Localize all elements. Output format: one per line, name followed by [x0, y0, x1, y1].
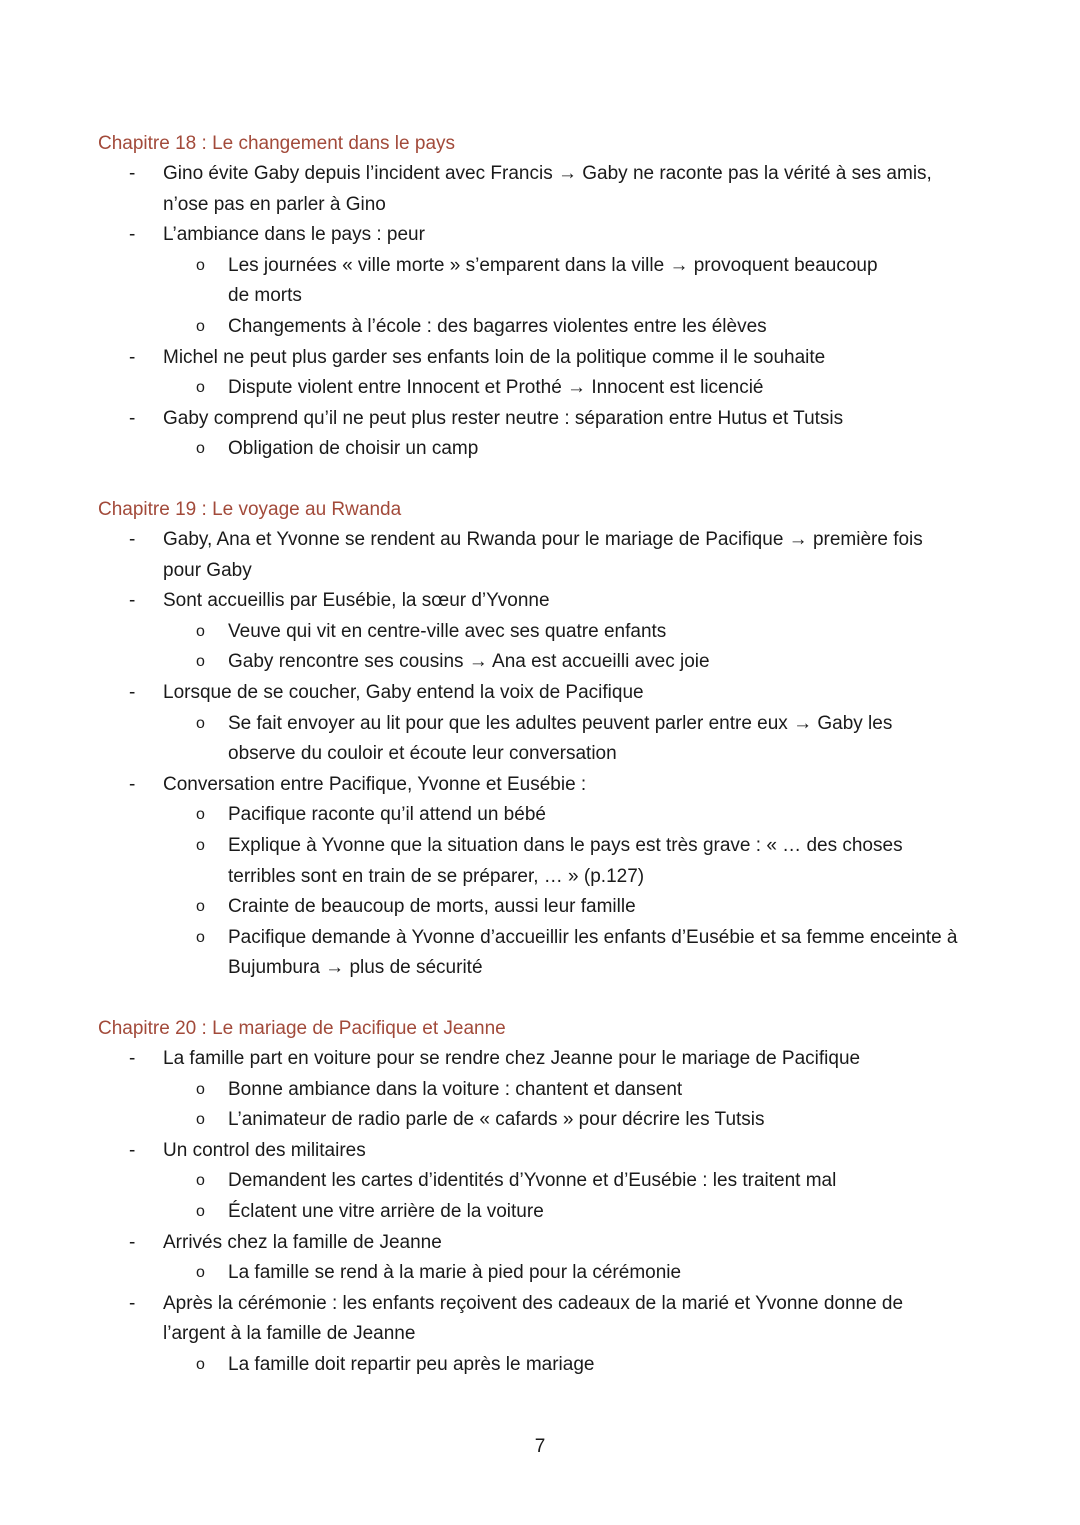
chapter-bullet-list: [98, 1044, 998, 1381]
circle-bullet-icon: o: [196, 1355, 205, 1373]
sub-bullet-text: La famille se rend à la marie à pied pour la cérémonie: [228, 1262, 682, 1284]
dash-bullet: -: [129, 773, 136, 795]
bullet-item: [98, 586, 998, 678]
sub-bullet-list: [163, 434, 998, 465]
circle-bullet-icon: o: [196, 379, 205, 397]
bullet-item: [98, 1044, 998, 1136]
bullet-item: [98, 1136, 998, 1228]
bullet-item: [98, 678, 998, 770]
sub-bullet-text: Crainte de beaucoup de morts, aussi leur famille: [228, 896, 636, 918]
bullet-item: [98, 1228, 998, 1289]
circle-bullet-icon: o: [196, 806, 205, 824]
sub-bullet-list: [163, 617, 998, 678]
dash-bullet: -: [129, 346, 136, 368]
sub-bullet-text: Bonne ambiance dans la voiture : chantent et dansent: [228, 1078, 683, 1100]
sub-bullet-list: [163, 1166, 998, 1227]
sub-bullet-item: [163, 647, 998, 678]
circle-bullet-icon: o: [196, 898, 205, 916]
bullet-text: Un control des militaires: [163, 1139, 366, 1161]
bullet-item: [98, 770, 998, 984]
circle-bullet-icon: o: [196, 1080, 205, 1098]
bullet-item: [98, 343, 998, 404]
chapter-title: Chapitre 20 : Le mariage de Pacifique et Jeanne: [98, 1018, 506, 1039]
sub-bullet-text: Éclatent une vitre arrière de la voiture: [228, 1200, 544, 1222]
chapter-19: [98, 495, 998, 984]
sub-bullet-text: Pacifique raconte qu’il attend un bébé: [228, 804, 546, 826]
page-number: 7: [534, 1436, 546, 1457]
chapter-bullet-list: [98, 525, 998, 984]
sub-bullet-item: [163, 312, 998, 343]
sub-bullet-text: Changements à l’école : des bagarres violentes entre les élèves: [228, 315, 767, 337]
sub-bullet-item: [163, 831, 998, 892]
sub-bullet-item: [163, 800, 998, 831]
sub-bullet-list: [163, 800, 998, 984]
sub-bullet-item: [163, 251, 998, 312]
dash-bullet: -: [129, 407, 136, 429]
sub-bullet-text: Se fait envoyer au lit pour que les adultes peuvent parler entre eux → Gaby les observe du couloir et écoute leur conversation: [228, 712, 893, 765]
chapter-title: Chapitre 18 : Le changement dans le pays: [98, 133, 456, 154]
sub-bullet-list: [163, 1350, 938, 1381]
sub-bullet-item: [163, 617, 998, 648]
dash-bullet: -: [129, 163, 136, 184]
dash-bullet: -: [129, 1048, 136, 1069]
sub-bullet-list: [163, 251, 998, 343]
dash-bullet: -: [129, 1231, 136, 1253]
dash-bullet: -: [129, 529, 136, 550]
circle-bullet-icon: o: [196, 622, 205, 640]
dash-bullet: -: [129, 1292, 136, 1314]
sub-bullet-list: [163, 709, 998, 770]
sub-bullet-list: [163, 373, 998, 404]
sub-bullet-text: Dispute violent entre Innocent et Prothé → Innocent est licencié: [228, 377, 764, 399]
sub-bullet-list: [163, 1258, 998, 1289]
sub-bullet-text: Pacifique demande à Yvonne d’accueillir les enfants d’Eusébie et sa femme enceinte à Bujumbura → plus de sécurité: [228, 926, 958, 979]
circle-bullet-icon: o: [196, 1202, 205, 1220]
sub-bullet-text: Demandent les cartes d’identités d’Yvonne et d’Eusébie : les traitent mal: [228, 1170, 837, 1192]
dash-bullet: -: [129, 590, 136, 612]
sub-bullet-text: Veuve qui vit en centre-ville avec ses quatre enfants: [228, 620, 667, 642]
sub-bullet-item: [163, 1105, 998, 1136]
bullet-item: [98, 159, 998, 220]
sub-bullet-item: [163, 1075, 998, 1106]
circle-bullet-icon: o: [196, 1264, 205, 1282]
circle-bullet-icon: o: [196, 714, 205, 732]
bullet-text: Conversation entre Pacifique, Yvonne et Eusébie :: [163, 773, 587, 795]
bullet-item: [98, 220, 998, 342]
sub-bullet-item: [163, 1197, 998, 1228]
circle-bullet-icon: o: [196, 928, 205, 946]
bullet-text: Arrivés chez la famille de Jeanne: [163, 1231, 442, 1253]
bullet-item: [98, 1289, 998, 1381]
sub-bullet-item: [163, 923, 998, 984]
bullet-text: Gaby, Ana et Yvonne se rendent au Rwanda pour le mariage de Pacifique → première fois pour Gaby: [163, 529, 923, 581]
sub-bullet-list: [163, 1075, 998, 1136]
dash-bullet: -: [129, 224, 136, 246]
sub-bullet-text: Les journées « ville morte » s’emparent dans la ville → provoquent beaucoup de morts: [228, 254, 878, 307]
chapter-bullet-list: [98, 159, 998, 465]
circle-bullet-icon: o: [196, 256, 205, 274]
bullet-text: La famille part en voiture pour se rendre chez Jeanne pour le mariage de Pacifique: [163, 1048, 861, 1069]
circle-bullet-icon: o: [196, 317, 205, 335]
bullet-item: [98, 404, 998, 465]
circle-bullet-icon: o: [196, 440, 205, 458]
bullet-text: Gino évite Gaby depuis l’incident avec Francis → Gaby ne raconte pas la vérité à ses amis, n’ose pas en parler à Gino: [163, 163, 932, 215]
sub-bullet-item: [163, 434, 998, 465]
sub-bullet-text: Gaby rencontre ses cousins → Ana est accueilli avec joie: [228, 651, 710, 673]
circle-bullet-icon: o: [196, 1111, 205, 1129]
dash-bullet: -: [129, 1139, 136, 1161]
sub-bullet-item: [163, 709, 998, 770]
bullet-text: Lorsque de se coucher, Gaby entend la voix de Pacifique: [163, 681, 644, 703]
sub-bullet-text: La famille doit repartir peu après le mariage: [228, 1353, 595, 1375]
chapter-18: [98, 129, 998, 465]
sub-bullet-item: [163, 1350, 938, 1381]
bullet-text: Gaby comprend qu’il ne peut plus rester neutre : séparation entre Hutus et Tutsis: [163, 407, 844, 429]
circle-bullet-icon: o: [196, 836, 205, 854]
sub-bullet-item: [163, 892, 998, 923]
chapter-20: [98, 1014, 998, 1381]
sub-bullet-text: L’animateur de radio parle de « cafards » pour décrire les Tutsis: [228, 1109, 765, 1131]
chapter-title: Chapitre 19 : Le voyage au Rwanda: [98, 499, 402, 520]
dash-bullet: -: [129, 681, 136, 703]
bullet-text: L’ambiance dans le pays : peur: [163, 224, 425, 246]
sub-bullet-text: Explique à Yvonne que la situation dans le pays est très grave : « … des choses terribles sont en train de se préparer, … » (p.127): [228, 834, 903, 887]
circle-bullet-icon: o: [196, 653, 205, 671]
bullet-text: Sont accueillis par Eusébie, la sœur d’Yvonne: [163, 590, 550, 612]
sub-bullet-item: [163, 1166, 998, 1197]
sub-bullet-item: [163, 373, 998, 404]
sub-bullet-text: Obligation de choisir un camp: [228, 438, 479, 460]
circle-bullet-icon: o: [196, 1172, 205, 1190]
bullet-text: Après la cérémonie : les enfants reçoivent des cadeaux de la marié et Yvonne donne de l’argent à la famille de Jeanne: [163, 1292, 904, 1345]
sub-bullet-item: [163, 1258, 998, 1289]
bullet-item: [98, 525, 998, 586]
bullet-text: Michel ne peut plus garder ses enfants loin de la politique comme il le souhaite: [163, 346, 826, 368]
